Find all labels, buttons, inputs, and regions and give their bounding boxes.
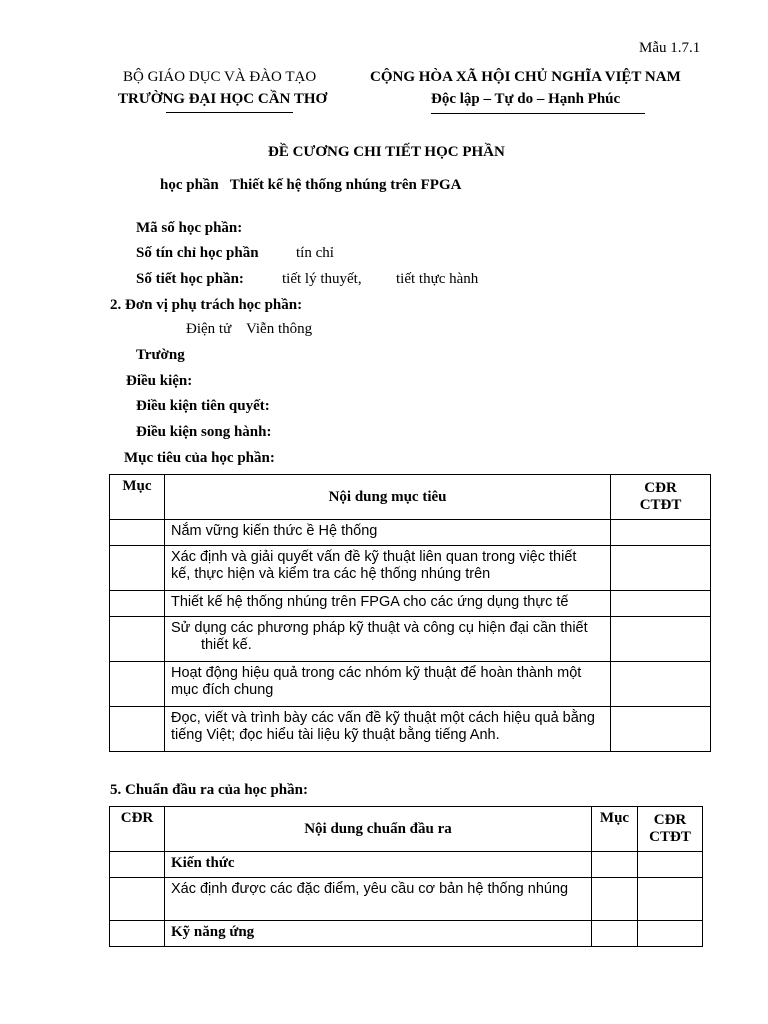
outcome-cdr-ctdt [638, 852, 703, 878]
outcome-group-knowledge: Kiến thức [164, 852, 591, 878]
objective-content [164, 707, 610, 752]
section-5-heading: 5. Chuẩn đầu ra của học phần: [110, 782, 308, 798]
course-name-value: Thiết kế hệ thống nhúng trên FPGA [229, 177, 462, 193]
objective-muc [110, 707, 165, 752]
objective-cdr [611, 520, 711, 546]
document-title: ĐỀ CƯƠNG CHI TIẾT HỌC PHẦN [268, 144, 505, 160]
outcome-cdr [110, 921, 165, 947]
prerequisite-label: Điều kiện tiên quyết: [136, 398, 270, 414]
col-header-muc: Mục [592, 807, 638, 852]
objective-line-1: Xác định và giải quyết vấn đề kỹ thuật liên quan trong việc thiết [170, 549, 577, 565]
outcome-cdr [110, 852, 165, 878]
department-part1: Điện tử [186, 321, 232, 337]
credits-unit: tín chỉ [296, 245, 334, 261]
theory-unit: tiết lý thuyết, [282, 271, 362, 287]
objectives-heading: Mục tiêu của học phần: [124, 450, 275, 466]
objective-cdr [611, 662, 711, 707]
col-header-objective-content: Nội dung mục tiêu [164, 475, 610, 520]
objective-cdr [611, 546, 711, 591]
objective-content [164, 617, 610, 662]
objective-muc [110, 591, 165, 617]
objectives-header-row [110, 475, 711, 520]
col-header-ctdt: CTĐT [649, 829, 691, 845]
table-row [110, 878, 703, 921]
course-name-line [160, 177, 461, 194]
objective-line-2: tiếng Việt; đọc hiểu tài liệu kỹ thuật bằng tiếng Anh. [170, 727, 500, 743]
objective-line-2: mục đích chung [170, 682, 274, 698]
objectives-table [109, 474, 711, 752]
outcomes-header-row [110, 807, 703, 852]
objective-line-1: Thiết kế hệ thống nhúng trên FPGA cho các ứng dụng thực tế [170, 594, 569, 610]
objective-cdr [611, 591, 711, 617]
objective-line-1: Đọc, viết và trình bày các vấn đề kỹ thuật một cách hiệu quả bằng [170, 710, 595, 726]
credits-label: Số tín chỉ học phần [136, 245, 259, 261]
objective-muc [110, 662, 165, 707]
section-2-heading: 2. Đơn vị phụ trách học phần: [110, 297, 303, 313]
outcome-cdr [110, 878, 165, 921]
course-code-label: Mã số học phần: [136, 220, 243, 236]
outcome-content: Xác định được các đặc điểm, yêu cầu cơ bản hệ thống nhúng [164, 878, 591, 921]
objective-muc [110, 546, 165, 591]
objective-cdr [611, 707, 711, 752]
objective-cdr [611, 617, 711, 662]
university-name: TRƯỜNG ĐẠI HỌC CẦN THƠ [118, 91, 328, 107]
objective-muc [110, 617, 165, 662]
department-name [186, 321, 312, 338]
practice-unit: tiết thực hành [396, 271, 479, 287]
objective-line-2: thiết kế. [200, 637, 252, 653]
outcome-muc [592, 921, 638, 947]
outcomes-table [109, 806, 703, 947]
outcome-cdr-ctdt [638, 878, 703, 921]
outcome-muc [592, 878, 638, 921]
national-motto: Độc lập – Tự do – Hạnh Phúc [431, 91, 621, 107]
col-header-cdr: CĐR [110, 807, 165, 852]
objective-line-1: Hoạt động hiệu quả trong các nhóm kỹ thuật để hoàn thành một [170, 665, 582, 681]
col-header-ctdt: CTĐT [639, 497, 682, 513]
outcome-group-skills: Kỹ năng ứng [164, 921, 591, 947]
university-underline [166, 112, 293, 113]
col-header-cdr: CĐR [644, 480, 677, 496]
form-number: Mẫu 1.7.1 [639, 40, 701, 56]
table-row [110, 707, 711, 752]
outcome-muc [592, 852, 638, 878]
table-row [110, 617, 711, 662]
objective-muc [110, 520, 165, 546]
table-row [110, 520, 711, 546]
concurrent-label: Điều kiện song hành: [136, 424, 272, 440]
col-header-cdr-ctdt [611, 475, 711, 520]
objective-line-1: Nắm vững kiến thức ề Hệ thống [170, 523, 378, 539]
objective-content [164, 520, 610, 546]
periods-label: Số tiết học phần: [136, 271, 244, 287]
course-name-label: học phần [160, 177, 219, 193]
table-row [110, 546, 711, 591]
conditions-heading: Điều kiện: [126, 373, 193, 389]
outcome-cdr-ctdt [638, 921, 703, 947]
school-label: Trường [136, 347, 185, 363]
col-header-muc: Mục [110, 475, 165, 520]
col-header-cdr-2: CĐR [653, 812, 687, 828]
republic-name: CỘNG HÒA XÃ HỘI CHỦ NGHĨA VIỆT NAM [370, 69, 681, 85]
table-row [110, 662, 711, 707]
col-header-cdr-ctdt [638, 807, 703, 852]
col-header-outcome-content: Nội dung chuẩn đầu ra [164, 807, 591, 852]
table-row [110, 921, 703, 947]
table-row [110, 852, 703, 878]
objective-content [164, 662, 610, 707]
ministry-name: BỘ GIÁO DỤC VÀ ĐÀO TẠO [123, 69, 317, 85]
table-row [110, 591, 711, 617]
motto-underline [431, 113, 645, 114]
objective-content [164, 546, 610, 591]
objective-line-2: kế, thực hiện và kiểm tra các hệ thống nhúng trên [170, 566, 491, 582]
objective-content [164, 591, 610, 617]
objective-line-1: Sử dụng các phương pháp kỹ thuật và công cụ hiện đại cần thiết [170, 620, 588, 636]
department-part2: Viễn thông [245, 321, 313, 337]
